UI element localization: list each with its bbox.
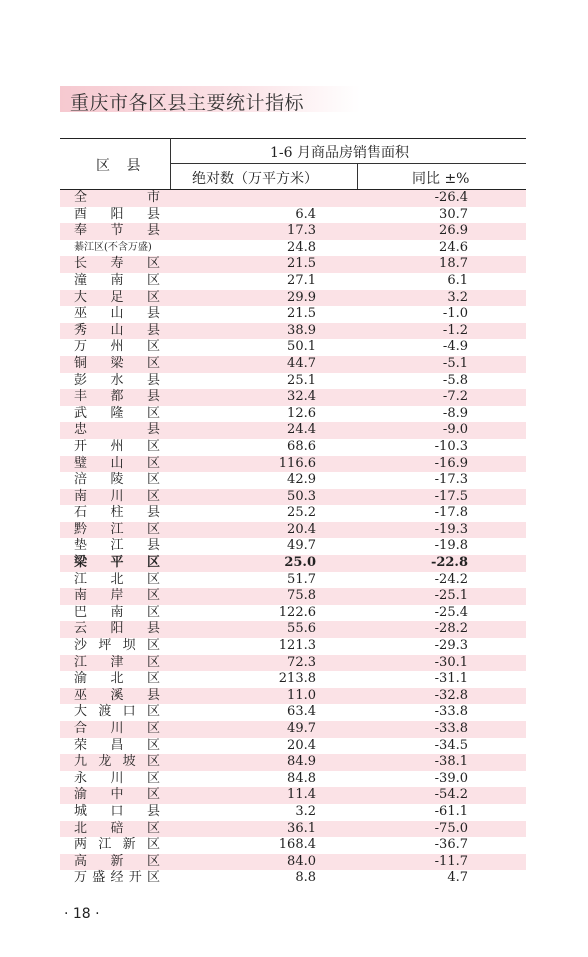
yoy-change-cell: -28.2 bbox=[434, 621, 468, 637]
yoy-change-cell: -34.5 bbox=[434, 737, 468, 753]
sales-area-header: 1-6 月商品房销售面积 bbox=[270, 145, 409, 161]
yoy-change-cell: -32.8 bbox=[434, 687, 468, 703]
absolute-value-cell: 8.8 bbox=[295, 870, 316, 886]
district-name: 忠 县 bbox=[74, 422, 160, 438]
yoy-change-cell: -25.4 bbox=[434, 604, 468, 620]
district-name: 万 盛 经 开 区 bbox=[74, 870, 160, 886]
yoy-change-cell: 30.7 bbox=[439, 206, 468, 222]
district-name: 潼 南 区 bbox=[74, 272, 160, 288]
absolute-value-cell: 121.3 bbox=[278, 638, 316, 654]
table-row bbox=[60, 538, 526, 555]
table-row bbox=[60, 572, 526, 589]
absolute-value-cell: 36.1 bbox=[287, 820, 316, 836]
table-row bbox=[60, 671, 526, 688]
absolute-value-cell: 84.0 bbox=[287, 853, 316, 869]
table-row bbox=[60, 207, 526, 224]
absolute-value-cell: 84.8 bbox=[287, 770, 316, 786]
yoy-change-cell: -36.7 bbox=[434, 837, 468, 853]
data-table-body bbox=[60, 190, 526, 887]
table-row bbox=[60, 621, 526, 638]
district-name: 大 足 区 bbox=[74, 289, 160, 305]
absolute-value-cell: 11.4 bbox=[287, 787, 316, 803]
district-name: 彭 水 县 bbox=[74, 372, 160, 388]
district-name: 沙 坪 坝 区 bbox=[74, 638, 160, 654]
table-row bbox=[60, 456, 526, 473]
district-name: 綦江区(不含万盛) bbox=[74, 241, 152, 253]
table-row bbox=[60, 489, 526, 506]
district-name: 梁 平 区 bbox=[74, 555, 160, 571]
district-name: 万 州 区 bbox=[74, 339, 160, 355]
absolute-value-cell: 51.7 bbox=[287, 571, 316, 587]
absolute-value-cell: 84.9 bbox=[287, 754, 316, 770]
absolute-value-cell: 25.1 bbox=[287, 372, 316, 388]
page-number: · 18 · bbox=[64, 906, 100, 922]
district-name: 巫 溪 县 bbox=[74, 687, 160, 703]
yoy-change-cell: -39.0 bbox=[434, 770, 468, 786]
yoy-change-cell: -61.1 bbox=[434, 803, 468, 819]
yoy-change-cell: -25.1 bbox=[434, 588, 468, 604]
district-name: 合 川 区 bbox=[74, 721, 160, 736]
table-row bbox=[60, 373, 526, 390]
yoy-change-cell: -75.0 bbox=[434, 820, 468, 836]
yoy-change-cell: -19.8 bbox=[434, 538, 468, 554]
district-name: 长 寿 区 bbox=[74, 256, 160, 272]
absolute-value-cell: 21.5 bbox=[287, 256, 316, 272]
absolute-value-cell: 55.6 bbox=[287, 621, 316, 637]
absolute-value-cell: 24.4 bbox=[287, 422, 316, 438]
table-row bbox=[60, 505, 526, 522]
absolute-value-cell: 44.7 bbox=[287, 355, 316, 371]
district-name: 奉 节 县 bbox=[74, 223, 160, 239]
absolute-value-cell: 75.8 bbox=[287, 588, 316, 604]
absolute-value-cell: 72.3 bbox=[287, 654, 316, 670]
absolute-value-cell: 20.4 bbox=[287, 521, 316, 537]
district-name: 全 市 bbox=[74, 190, 160, 205]
absolute-value-cell: 25.2 bbox=[287, 505, 316, 521]
table-row bbox=[60, 240, 526, 257]
absolute-value-cell: 27.1 bbox=[287, 272, 316, 288]
district-name: 武 隆 区 bbox=[74, 405, 160, 421]
yoy-change-cell: 24.6 bbox=[439, 239, 468, 255]
table-row bbox=[60, 721, 526, 738]
yoy-change-cell: 4.7 bbox=[447, 870, 468, 886]
yoy-change-cell: -38.1 bbox=[434, 754, 468, 770]
table-row bbox=[60, 422, 526, 439]
yoy-change-cell: -8.9 bbox=[442, 405, 468, 421]
yoy-change-cell: -22.8 bbox=[430, 555, 468, 571]
table-row bbox=[60, 472, 526, 489]
yoy-change-header: 同比 ±% bbox=[412, 171, 470, 187]
table-row bbox=[60, 738, 526, 755]
table-row bbox=[60, 306, 526, 323]
yoy-change-cell: -9.0 bbox=[442, 422, 468, 438]
district-name: 垫 江 县 bbox=[74, 538, 160, 554]
district-name: 巫 山 县 bbox=[74, 306, 160, 322]
table-row bbox=[60, 704, 526, 721]
yoy-change-cell: -54.2 bbox=[434, 787, 468, 803]
absolute-value-cell: 12.6 bbox=[287, 405, 316, 421]
district-name: 高 新 区 bbox=[74, 853, 160, 869]
absolute-value-cell: 122.6 bbox=[278, 604, 316, 620]
absolute-value-cell: 63.4 bbox=[287, 704, 316, 720]
district-name: 九 龙 坡 区 bbox=[74, 754, 160, 770]
district-name: 江 津 区 bbox=[74, 654, 160, 670]
district-name: 大 渡 口 区 bbox=[74, 704, 160, 720]
table-row bbox=[60, 190, 526, 207]
district-name: 黔 江 区 bbox=[74, 521, 160, 537]
absolute-value-cell: 6.4 bbox=[295, 206, 316, 222]
table-row bbox=[60, 837, 526, 854]
yoy-change-cell: -16.9 bbox=[434, 455, 468, 471]
table-row bbox=[60, 787, 526, 804]
absolute-value-cell: 20.4 bbox=[287, 737, 316, 753]
district-name: 南 岸 区 bbox=[74, 588, 160, 604]
district-header: 区 县 bbox=[96, 158, 147, 174]
district-name: 荣 昌 区 bbox=[74, 737, 160, 753]
yoy-change-cell: -17.8 bbox=[434, 505, 468, 521]
yoy-change-cell: -1.2 bbox=[442, 322, 468, 338]
table-row bbox=[60, 223, 526, 240]
district-name: 两 江 新 区 bbox=[74, 837, 160, 853]
table-row bbox=[60, 821, 526, 838]
table-row bbox=[60, 406, 526, 423]
header-divider-mid bbox=[357, 163, 358, 190]
table-row bbox=[60, 323, 526, 340]
absolute-value-cell: 29.9 bbox=[287, 289, 316, 305]
absolute-value-cell: 116.6 bbox=[278, 455, 316, 471]
district-name: 渝 北 区 bbox=[74, 671, 160, 687]
table-row bbox=[60, 870, 526, 887]
yoy-change-cell: -29.3 bbox=[434, 638, 468, 654]
absolute-value-cell: 50.1 bbox=[287, 339, 316, 355]
district-name: 永 川 区 bbox=[74, 770, 160, 786]
district-name: 酉 阳 县 bbox=[74, 206, 160, 222]
table-row bbox=[60, 605, 526, 622]
district-name: 璧 山 区 bbox=[74, 455, 160, 471]
absolute-value-cell: 68.6 bbox=[287, 438, 316, 454]
absolute-value-cell: 25.0 bbox=[284, 555, 316, 571]
table-row bbox=[60, 804, 526, 821]
table-row bbox=[60, 273, 526, 290]
yoy-change-cell: -17.3 bbox=[434, 472, 468, 488]
table-row bbox=[60, 688, 526, 705]
yoy-change-cell: 18.7 bbox=[439, 256, 468, 272]
district-name: 渝 中 区 bbox=[74, 787, 160, 803]
absolute-value-cell: 49.7 bbox=[287, 721, 316, 736]
table-row bbox=[60, 555, 526, 572]
absolute-value-cell: 3.2 bbox=[295, 803, 316, 819]
yoy-change-cell: -4.9 bbox=[442, 339, 468, 355]
absolute-value-cell: 168.4 bbox=[278, 837, 316, 853]
yoy-change-cell: -5.8 bbox=[442, 372, 468, 388]
district-name: 城 口 县 bbox=[74, 803, 160, 819]
table-row bbox=[60, 339, 526, 356]
yoy-change-cell: -10.3 bbox=[434, 438, 468, 454]
table-row bbox=[60, 290, 526, 307]
table-row bbox=[60, 588, 526, 605]
yoy-change-cell: 6.1 bbox=[447, 272, 468, 288]
yoy-change-cell: -11.7 bbox=[434, 853, 468, 869]
yoy-change-cell: -5.1 bbox=[442, 355, 468, 371]
yoy-change-cell: -7.2 bbox=[442, 389, 468, 405]
table-top-rule bbox=[60, 138, 526, 139]
yoy-change-cell: -33.8 bbox=[434, 721, 468, 736]
yoy-change-cell: -31.1 bbox=[434, 671, 468, 687]
yoy-change-cell: -24.2 bbox=[434, 571, 468, 587]
header-divider-left bbox=[170, 138, 171, 190]
yoy-change-cell: -33.8 bbox=[434, 704, 468, 720]
district-name: 开 州 区 bbox=[74, 438, 160, 454]
table-row bbox=[60, 771, 526, 788]
absolute-value-cell: 21.5 bbox=[287, 306, 316, 322]
table-row bbox=[60, 256, 526, 273]
yoy-change-cell: 3.2 bbox=[447, 289, 468, 305]
yoy-change-cell: -19.3 bbox=[434, 521, 468, 537]
absolute-value-cell: 49.7 bbox=[287, 538, 316, 554]
district-name: 北 碚 区 bbox=[74, 820, 160, 836]
district-name: 秀 山 县 bbox=[74, 322, 160, 338]
table-row bbox=[60, 655, 526, 672]
absolute-value-cell: 32.4 bbox=[287, 389, 316, 405]
table-row bbox=[60, 522, 526, 539]
district-name: 涪 陵 区 bbox=[74, 472, 160, 488]
table-row bbox=[60, 439, 526, 456]
header-sub-rule bbox=[170, 163, 526, 164]
absolute-value-cell: 11.0 bbox=[287, 687, 316, 703]
district-name: 丰 都 县 bbox=[74, 389, 160, 405]
table-row bbox=[60, 389, 526, 406]
yoy-change-cell: -17.5 bbox=[434, 488, 468, 504]
absolute-value-header: 绝对数（万平方米） bbox=[192, 171, 318, 187]
absolute-value-cell: 17.3 bbox=[287, 223, 316, 239]
absolute-value-cell: 50.3 bbox=[287, 488, 316, 504]
absolute-value-cell: 38.9 bbox=[287, 322, 316, 338]
table-row bbox=[60, 356, 526, 373]
district-name: 铜 梁 区 bbox=[74, 355, 160, 371]
absolute-value-cell: 42.9 bbox=[287, 472, 316, 488]
table-row bbox=[60, 638, 526, 655]
page-title: 重庆市各区县主要统计指标 bbox=[70, 92, 305, 114]
absolute-value-cell: 213.8 bbox=[278, 671, 316, 687]
table-row bbox=[60, 754, 526, 771]
yoy-change-cell: -1.0 bbox=[442, 306, 468, 322]
district-name: 石 柱 县 bbox=[74, 505, 160, 521]
yoy-change-cell: -26.4 bbox=[434, 190, 468, 205]
absolute-value-cell: 24.8 bbox=[287, 239, 316, 255]
yoy-change-cell: 26.9 bbox=[439, 223, 468, 239]
district-name: 巴 南 区 bbox=[74, 604, 160, 620]
district-name: 江 北 区 bbox=[74, 571, 160, 587]
district-name: 云 阳 县 bbox=[74, 621, 160, 637]
yoy-change-cell: -30.1 bbox=[434, 654, 468, 670]
district-name: 南 川 区 bbox=[74, 488, 160, 504]
table-row bbox=[60, 854, 526, 871]
